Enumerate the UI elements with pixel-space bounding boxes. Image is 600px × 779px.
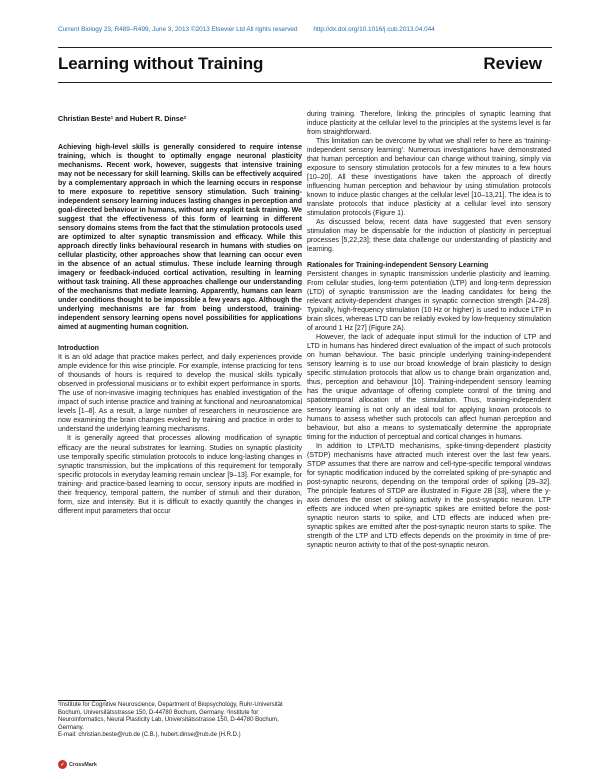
right-paragraph-3: As discussed below, recent data have suggested that even sensory stimulation may be dispensable for the induction of plasticity in perceptual processes [5,22,23]; these data challenge our understanding of plasticity and learning. — [307, 219, 551, 254]
abstract: Achieving high-level skills is generally considered to require intense training, which is thought to optimally engage neuronal plasticity mechanisms. Recent work, however, suggests that intensive training may not be necessary for skill learning. Skills can be effectively acquired by a complementary approach in which the learning occurs in response to mere exposure to repetitive sensory stimulation. Such training-independent sensory learning induces lasting changes in perception and goal-directed behaviour in humans, without any explicit task training. We suggest that the effectiveness of this form of learning in different sensory domains stems from the fact that the stimulation protocols used are optimized to alter synaptic transmission and efficacy. While this approach directly links behavioural research in humans with studies on cellular plasticity, other approaches show that learning can occur even in the absence of an actual stimulus. These include learning through imagery or feedback-induced cortical activation, resulting in learning without task training. All these approaches challenge our understanding of the mechanisms that mediate learning. Apparently, humans can learn under conditions thought to be impossible a few years ago. Although the underlying mechanisms are far from being understood, training-independent sensory learning opens novel possibilities for applications aimed at augmenting human cognition. — [58, 144, 302, 332]
intro-paragraph-2: It is generally agreed that processes allowing modification of synaptic efficacy are the neural substrates for learning. Studies on synaptic plasticity use temporally specific stimulation protocols to induce long-lasting changes in synaptic transmission, but the implications of this requirement for temporally specific protocols in everyday learning remain unclear [9–13]. For example, for training- and practice-based learning to occur, sensory inputs are modified in their frequency, temporal pattern, the number of stimuli and their duration, form, size and intensity. But it is difficult to exactly quantify the changes in different input parameters that occur — [58, 435, 302, 515]
rationale-heading: Rationales for Training-independent Sensory Learning — [307, 262, 489, 270]
footnote-rule — [58, 700, 106, 701]
crossmark-logo[interactable] — [58, 760, 97, 769]
footnote — [58, 702, 302, 740]
journal-citation — [58, 26, 558, 33]
intro-heading: Introduction — [58, 345, 99, 353]
header-rule — [58, 47, 552, 48]
intro-paragraph-1: It is an old adage that practice makes perfect, and daily experiences provide ample evidence for this wise principle. For example, intense practicing for tens of thousands of hours is required to develop the musical skills typically observed in professional musicians or to exhibit expert performance in sports. The use of non-invasive imaging techniques has enabled investigation of the impact of such intense practice and training at functional and neuroanatomical levels [1–8]. As a result, a large number of researchers in neuroscience are now examining the brain changes evoked by training and practice in order to understand the underlying learning mechanisms. — [58, 354, 302, 434]
contact-email[interactable]: E-mail: christian.beste@rub.de (C.B.), hubert.dinse@rub.de (H.R.D.) — [58, 732, 241, 739]
article-type: Review — [483, 54, 542, 73]
authors: Christian Beste¹ and Hubert R. Dinse² — [58, 114, 187, 123]
left-column — [58, 143, 302, 516]
title-rule — [58, 82, 552, 83]
rationale-paragraph-1: Persistent changes in synaptic transmission underlie plasticity and learning. From cellular studies, long-term potentiation (LTP) and long-term depression (LTD) of synaptic transmission are the leading candidates for being the relevant activity-dependent changes in synaptic connection strength [24–28]. Typically, high-frequency stimulation (10 Hz or higher) is used to induce LTP in brain slices, whereas LTD can be reliably evoked by low-frequency stimulation of around 1 Hz [27] (Figure 2A). — [307, 271, 551, 333]
crossmark-label: CrossMark — [69, 761, 97, 768]
citation-text: Current Biology 23, R489–R499, June 3, 2013 ©2013 Elsevier Ltd All rights reserved — [58, 26, 298, 33]
crossmark-icon: ✓ — [58, 760, 67, 769]
right-paragraph-2: This limitation can be overcome by what we shall refer to here as 'training-independent sensory learning'. Numerous investigations have demonstrated that human perception and behaviour can change without training, simply via exposure to sensory stimulation protocols for a few minutes to a few hours [10–20]. All these investigations have taken the approach of directly influencing human perception and behaviour by using stimulation protocols known to induce plastic changes at the cellular level [10–13,21]. The idea is to translate protocols that induce plasticity at a cellular level into sensory stimulation protocols (Figure 1). — [307, 138, 551, 218]
rationale-paragraph-3: In addition to LTP/LTD mechanisms, spike-timing-dependent plasticity (STDP) mechanisms have attracted much interest over the last few years. STDP assumes that there are narrow and cell-type-specific temporal windows for synaptic modification induced by the correlated spiking of pre-synaptic and post-synaptic neurons, depending on the temporal order of spiking [29–32]. The principle features of STDP are illustrated in Figure 2B [33], where the y-axis denotes the onset of spiking activity in the post-synaptic neuron. LTP effects are induced when pre-synaptic spikes are emitted before the post-synaptic neuron starts to spike, and LTD effects are induced when pre-synaptic spikes are emitted after the post-synaptic neuron starts to spike. The strength of the LTP and LTD effects depends on the proximity in time of pre-synaptic neuron activity to that of the post-synaptic neuron. — [307, 442, 551, 549]
rationale-paragraph-2: However, the lack of adequate input stimuli for the induction of LTP and LTD in humans has hindered direct evaluation of the impact of such protocols on human behaviour. The basic principle underlying training-independent sensory learning is to use our broad knowledge of brain plasticity to design specific stimulation protocols that allow us to change brain organization and, thus, perception and behaviour [10]. Training-independent sensory learning has the unique advantage of offering complete control of the timing and spatiotemporal allocation of the stimulation. Thus, training-independent sensory learning is not only an ideal tool for applying known protocols to humans to assess whether such protocols can affect human perception and behaviour, but also a means to systematically determine the appropriate timing for the induction of perceptual and cortical changes in humans. — [307, 334, 551, 441]
affiliations: ¹Institute for Cognitive Neuroscience, Department of Biopsychology, Ruhr-Universität Bochum, Universitätsstrasse 150, D-44780 Bochum, Germany. ²Institute for Neuroinformatics, Neural Plasticity Lab, Universitätsstrasse 150, D-44780 Bochum, Germany. — [58, 702, 283, 731]
right-column — [307, 110, 551, 550]
right-paragraph-1: during training. Therefore, linking the principles of synaptic learning that induce plasticity at the cellular level to the principles at the systems level is far from straightforward. — [307, 111, 551, 137]
doi-link[interactable]: http://dx.doi.org/10.1016/j.cub.2013.04.044 — [313, 26, 435, 33]
article-title: Learning without Training — [58, 54, 264, 73]
